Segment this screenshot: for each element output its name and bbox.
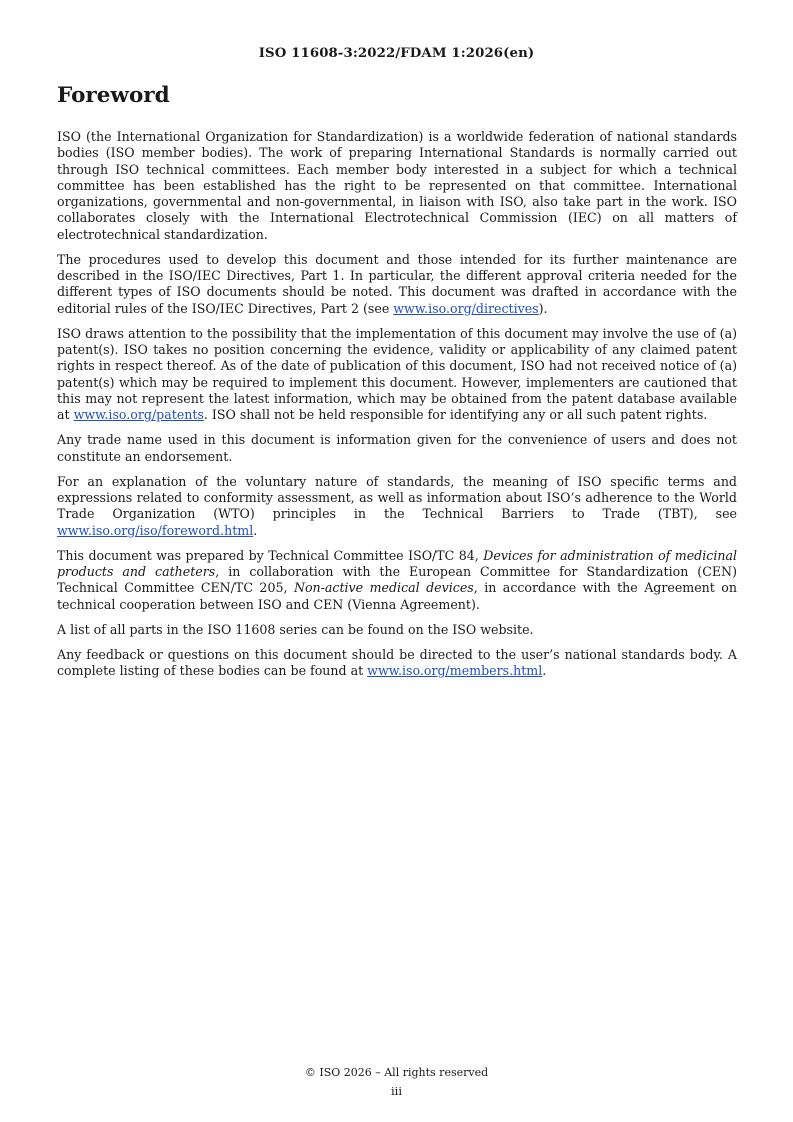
paragraph-text: ). — [538, 300, 548, 316]
paragraph-text: For an explanation of the voluntary nature of standards, the meaning of ISO specific terms and expressions related to conformity assessment, as well as information about ISO’s adherence to the World Trade Organization (WTO) principles in the Technical Barriers to Trade (TBT), see — [57, 473, 737, 522]
paragraph-text: , in collaboration with the European Committee for Standardization (CEN) Technical Committee CEN/TC 205, — [57, 564, 737, 596]
copyright-footer: © ISO 2026 – All rights reserved — [304, 1066, 489, 1079]
committee-title-italic: Devices for administration of medicinal products and catheters — [57, 547, 738, 580]
members-link[interactable]: www.iso.org/members.html — [367, 663, 543, 679]
document-id-header: ISO 11608-3:2022/FDAM 1:2026(en) — [258, 46, 535, 61]
paragraph-text: , in accordance with the Agreement on technical cooperation between ISO and CEN (Vienna Agreement). — [57, 580, 737, 612]
paragraph-procedures — [57, 252, 737, 317]
paragraph-feedback — [57, 647, 737, 680]
cen-committee-title-italic: Non-active medical devices — [293, 580, 474, 596]
paragraph-iso-federation: ISO (the International Organization for Standardization) is a worldwide federation of national standards bodies (ISO member bodies). The work of preparing International Standards is normally carried out through ISO technical committees. Each member body interested in a subject for which a technical committee has been established has the right to be represented on that committee. International organizations, governmental and non-governmental, in liaison with ISO, also take part in the work. ISO collaborates closely with the International Electrotechnical Commission (IEC) on all matters of electrotechnical standardization. — [57, 129, 737, 242]
paragraph-trade-name: Any trade name used in this document is information given for the convenience of users and does not constitute an endorsement. — [57, 432, 737, 464]
foreword-link[interactable]: www.iso.org/iso/foreword.html — [57, 522, 254, 538]
paragraph-text: This document was prepared by Technical Committee ISO/TC 84, — [57, 547, 484, 563]
patents-link[interactable]: www.iso.org/patents — [73, 407, 204, 423]
page-title: Foreword — [57, 83, 170, 108]
paragraph-patents — [57, 326, 737, 424]
paragraph-text: The procedures used to develop this document and those intended for its further maintenance are described in the ISO/IEC Directives, Part 1. In particular, the different approval criteria needed for the different types of ISO documents should be noted. This document was drafted in accordance with the editorial rules of the ISO/IEC Directives, Part 2 (see — [57, 251, 737, 316]
paragraph-text: . — [253, 522, 258, 538]
foreword-body — [57, 129, 737, 688]
paragraph-text: . ISO shall not be held responsible for identifying any or all such patent rights. — [203, 407, 708, 423]
paragraph-text: . — [542, 663, 547, 679]
paragraph-text: Any feedback or questions on this document should be directed to the user’s national standards body. A complete listing of these bodies can be found at — [57, 646, 737, 679]
directives-link[interactable]: www.iso.org/directives — [393, 300, 539, 316]
paragraph-series-list: A list of all parts in the ISO 11608 series can be found on the ISO website. — [57, 621, 534, 637]
paragraph-voluntary-nature — [57, 474, 737, 539]
paragraph-text: ISO draws attention to the possibility that the implementation of this document may involve the use of (a) patent(s). ISO takes no position concerning the evidence, validity or applicability of any claimed patent rights in respect thereof. As of the date of publication of this document, ISO had not received notice of (a) patent(s) which may be required to implement this document. However, implementers are cautioned that this may not represent the latest information, which may be obtained from the patent database available at — [57, 325, 737, 423]
page-number: iii — [390, 1084, 403, 1098]
paragraph-committee — [57, 548, 737, 613]
